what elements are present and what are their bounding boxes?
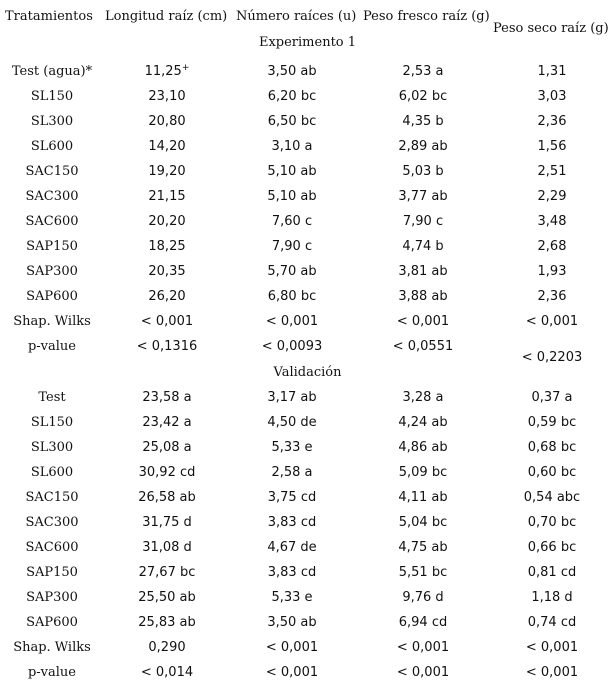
peso-fresco-cell-text: 5,09 bc <box>398 465 448 480</box>
treatment-cell-text: Test (agua)* <box>11 64 93 79</box>
numero-cell <box>230 159 354 184</box>
peso-seco-cell-text: 2,29 <box>537 189 567 204</box>
peso-fresco-cell <box>358 209 488 234</box>
longitud-cell <box>108 410 226 435</box>
peso-seco-cell-text: 1,18 d <box>531 590 573 605</box>
peso-fresco-cell-text: 4,74 b <box>402 239 444 254</box>
peso-seco-cell-text: 0,70 bc <box>527 515 577 530</box>
longitud-cell-text: 23,10 <box>148 89 186 104</box>
peso-seco-cell-text: 0,59 bc <box>527 415 577 430</box>
treatment-cell-text: SAP600 <box>26 289 78 304</box>
peso-seco-cell-text: 2,36 <box>537 114 567 129</box>
treatment-cell-text: SAP150 <box>26 239 78 254</box>
peso-seco-cell <box>492 159 612 184</box>
peso-seco-cell <box>492 59 612 84</box>
peso-seco-cell <box>492 460 612 485</box>
numero-cell-text: 4,67 de <box>267 540 317 555</box>
numero-cell-text: 2,58 a <box>271 465 313 480</box>
longitud-cell <box>108 84 226 109</box>
longitud-cell-text: 27,67 bc <box>138 565 196 580</box>
longitud-cell <box>108 660 226 685</box>
peso-fresco-cell <box>358 259 488 284</box>
numero-cell <box>230 84 354 109</box>
numero-cell <box>230 560 354 585</box>
table-row <box>0 560 615 585</box>
treatment-cell-text: p-value <box>27 339 77 354</box>
numero-cell-text: 3,17 ab <box>267 390 317 405</box>
table-row <box>0 385 615 410</box>
numero-cell <box>230 59 354 84</box>
peso-fresco-cell-text: 3,77 ab <box>398 189 448 204</box>
numero-cell-text: 5,33 e <box>271 590 313 605</box>
numero-cell-text: 3,50 ab <box>267 615 317 630</box>
treatment-cell <box>0 309 104 334</box>
longitud-cell <box>108 209 226 234</box>
table-row <box>0 59 615 84</box>
peso-seco-cell <box>492 184 612 209</box>
peso-fresco-cell <box>358 385 488 410</box>
treatment-cell <box>0 610 104 635</box>
numero-cell-text: < 0,001 <box>265 640 319 655</box>
peso-seco-cell-text: 0,37 a <box>531 390 573 405</box>
numero-cell <box>230 635 354 660</box>
peso-fresco-cell-text: 2,53 a <box>402 64 444 79</box>
treatment-cell <box>0 134 104 159</box>
peso-fresco-cell <box>358 284 488 309</box>
table-row <box>0 284 615 309</box>
treatment-cell-text: SAC150 <box>25 164 79 179</box>
peso-seco-cell-text: 3,03 <box>537 89 567 104</box>
peso-fresco-cell <box>358 585 488 610</box>
longitud-cell <box>108 485 226 510</box>
peso-seco-cell <box>492 635 612 660</box>
peso-seco-cell <box>492 259 612 284</box>
table-row <box>0 460 615 485</box>
peso-seco-cell-text: 0,60 bc <box>527 465 577 480</box>
treatment-cell <box>0 585 104 610</box>
treatment-cell <box>0 59 104 84</box>
table-row <box>0 84 615 109</box>
longitud-cell <box>108 309 226 334</box>
longitud-cell-text: 19,20 <box>148 164 186 179</box>
peso-fresco-cell-text: 6,02 bc <box>398 89 448 104</box>
longitud-cell <box>108 59 226 84</box>
longitud-cell <box>108 234 226 259</box>
peso-seco-cell <box>492 435 612 460</box>
peso-fresco-cell-text: 6,94 cd <box>398 615 448 630</box>
treatment-cell-text: SL150 <box>30 415 74 430</box>
treatment-cell-text: SAP600 <box>26 615 78 630</box>
treatment-cell-text: SL600 <box>30 465 74 480</box>
peso-seco-cell <box>492 585 612 610</box>
peso-seco-cell-text: 2,36 <box>537 289 567 304</box>
longitud-cell <box>108 159 226 184</box>
superscript-mark: + <box>181 63 190 73</box>
peso-seco-cell <box>492 209 612 234</box>
treatment-cell <box>0 209 104 234</box>
numero-cell-text: 7,60 c <box>271 214 313 229</box>
numero-cell <box>230 184 354 209</box>
peso-seco-cell-text: 0,66 bc <box>527 540 577 555</box>
peso-fresco-cell <box>358 560 488 585</box>
treatment-cell <box>0 84 104 109</box>
peso-seco-cell-text: 1,31 <box>537 64 567 79</box>
longitud-cell <box>108 560 226 585</box>
peso-fresco-cell <box>358 510 488 535</box>
longitud-cell <box>108 334 226 359</box>
header-peso-seco: Peso seco raíz (g) <box>493 21 609 36</box>
treatment-cell <box>0 410 104 435</box>
peso-fresco-cell-text: 7,90 c <box>402 214 444 229</box>
longitud-cell-text: 26,58 ab <box>138 490 196 505</box>
peso-seco-cell <box>492 234 612 259</box>
peso-fresco-cell-text: 4,86 ab <box>398 440 448 455</box>
peso-fresco-cell-text: 2,89 ab <box>398 139 448 154</box>
numero-cell-text: 3,50 ab <box>267 64 317 79</box>
treatment-cell <box>0 385 104 410</box>
numero-cell <box>230 410 354 435</box>
peso-fresco-cell <box>358 410 488 435</box>
numero-cell <box>230 109 354 134</box>
longitud-cell <box>108 535 226 560</box>
treatment-cell <box>0 635 104 660</box>
longitud-cell <box>108 184 226 209</box>
table-row <box>0 109 615 134</box>
longitud-cell-text: 25,83 ab <box>138 615 196 630</box>
longitud-cell <box>108 284 226 309</box>
numero-cell <box>230 259 354 284</box>
table-row <box>0 435 615 460</box>
longitud-cell <box>108 385 226 410</box>
peso-seco-cell <box>492 535 612 560</box>
longitud-cell-text: 26,20 <box>148 289 186 304</box>
header-tratamientos: Tratamientos <box>5 9 93 24</box>
numero-cell <box>230 209 354 234</box>
numero-cell-text: 7,90 c <box>271 239 313 254</box>
peso-seco-cell-text: 2,68 <box>537 239 567 254</box>
longitud-cell <box>108 635 226 660</box>
peso-seco-cell <box>492 134 612 159</box>
peso-seco-cell <box>492 560 612 585</box>
peso-fresco-cell-text: 5,04 bc <box>398 515 448 530</box>
section-title-experimento: Experimento 1 <box>258 35 357 50</box>
table-row <box>0 209 615 234</box>
peso-fresco-cell-text: < 0,001 <box>396 314 450 329</box>
peso-seco-cell-text: < 0,2203 <box>521 350 583 365</box>
longitud-cell-text: 0,290 <box>148 640 186 655</box>
treatment-cell-text: Shap. Wilks <box>13 640 91 655</box>
peso-fresco-cell <box>358 184 488 209</box>
numero-cell-text: < 0,0093 <box>261 339 323 354</box>
peso-fresco-cell-text: < 0,001 <box>396 640 450 655</box>
peso-fresco-cell <box>358 460 488 485</box>
treatment-cell-text: SL150 <box>30 89 74 104</box>
table-row <box>0 510 615 535</box>
peso-fresco-cell <box>358 134 488 159</box>
treatment-cell-text: Test <box>38 390 66 405</box>
longitud-cell-text: 25,08 a <box>142 440 192 455</box>
table-row <box>0 660 615 685</box>
numero-cell-text: 3,83 cd <box>267 515 317 530</box>
longitud-cell <box>108 585 226 610</box>
numero-cell-text: 6,50 bc <box>267 114 317 129</box>
numero-cell-text: 5,10 ab <box>267 189 317 204</box>
table-row <box>0 635 615 660</box>
header-longitud-raiz: Longitud raíz (cm) <box>105 9 228 24</box>
numero-cell-text: 4,50 de <box>267 415 317 430</box>
treatment-cell-text: SAP150 <box>26 565 78 580</box>
peso-seco-cell <box>492 309 612 334</box>
peso-fresco-cell <box>358 234 488 259</box>
longitud-cell <box>108 134 226 159</box>
numero-cell <box>230 134 354 159</box>
table-row <box>0 134 615 159</box>
peso-seco-cell <box>492 109 612 134</box>
numero-cell-text: < 0,001 <box>265 314 319 329</box>
treatment-cell <box>0 334 104 359</box>
peso-seco-cell-text: 0,54 abc <box>523 490 581 505</box>
table-row <box>0 485 615 510</box>
peso-seco-cell <box>492 610 612 635</box>
numero-cell <box>230 460 354 485</box>
longitud-cell-text: < 0,1316 <box>136 339 198 354</box>
peso-seco-cell-text: < 0,001 <box>525 665 579 680</box>
treatment-cell-text: SAC150 <box>25 490 79 505</box>
treatment-cell <box>0 485 104 510</box>
longitud-cell-text: 20,20 <box>148 214 186 229</box>
peso-seco-cell <box>492 485 612 510</box>
longitud-cell-text: 25,50 ab <box>138 590 196 605</box>
treatment-cell <box>0 159 104 184</box>
longitud-cell-text: 23,58 a <box>142 390 192 405</box>
peso-fresco-cell <box>358 159 488 184</box>
table-row <box>0 334 615 365</box>
numero-cell <box>230 435 354 460</box>
peso-seco-cell-text: < 0,001 <box>525 314 579 329</box>
peso-seco-cell <box>492 385 612 410</box>
numero-cell <box>230 535 354 560</box>
longitud-cell-text: 23,42 a <box>142 415 192 430</box>
peso-seco-cell-text: 1,56 <box>537 139 567 154</box>
longitud-cell-text: 31,08 d <box>142 540 192 555</box>
longitud-cell <box>108 610 226 635</box>
peso-fresco-cell <box>358 109 488 134</box>
numero-cell-text: 6,20 bc <box>267 89 317 104</box>
peso-seco-cell <box>492 334 612 365</box>
peso-fresco-cell-text: 3,28 a <box>402 390 444 405</box>
numero-cell-text: 3,10 a <box>271 139 313 154</box>
treatment-cell-text: SAC600 <box>25 214 79 229</box>
peso-fresco-cell-text: 3,81 ab <box>398 264 448 279</box>
peso-seco-cell-text: 2,51 <box>537 164 567 179</box>
numero-cell-text: 6,80 bc <box>267 289 317 304</box>
treatment-cell <box>0 560 104 585</box>
table-row <box>0 309 615 334</box>
numero-cell-text: < 0,001 <box>265 665 319 680</box>
numero-cell <box>230 510 354 535</box>
peso-fresco-cell-text: 3,88 ab <box>398 289 448 304</box>
numero-cell <box>230 585 354 610</box>
peso-seco-cell-text: 3,48 <box>537 214 567 229</box>
longitud-cell-text: 14,20 <box>148 139 186 154</box>
peso-seco-cell-text: 0,68 bc <box>527 440 577 455</box>
longitud-cell-text: 20,80 <box>148 114 186 129</box>
treatment-cell-text: SL600 <box>30 139 74 154</box>
table-row <box>0 234 615 259</box>
numero-cell <box>230 610 354 635</box>
treatment-cell <box>0 435 104 460</box>
peso-fresco-cell-text: 4,35 b <box>402 114 444 129</box>
peso-fresco-cell-text: < 0,0551 <box>392 339 454 354</box>
numero-cell-text: 5,33 e <box>271 440 313 455</box>
treatment-cell <box>0 284 104 309</box>
peso-fresco-cell <box>358 84 488 109</box>
treatment-cell <box>0 510 104 535</box>
peso-fresco-cell <box>358 435 488 460</box>
numero-cell <box>230 660 354 685</box>
treatment-cell-text: SL300 <box>30 440 74 455</box>
peso-seco-cell <box>492 84 612 109</box>
longitud-cell-text: < 0,014 <box>140 665 194 680</box>
treatment-cell-text: SAC600 <box>25 540 79 555</box>
longitud-cell <box>108 435 226 460</box>
numero-cell <box>230 284 354 309</box>
table-row <box>0 259 615 284</box>
treatment-cell-text: SAP300 <box>26 590 78 605</box>
longitud-cell-text: 18,25 <box>148 239 186 254</box>
peso-seco-cell-text: < 0,001 <box>525 640 579 655</box>
peso-fresco-cell <box>358 635 488 660</box>
peso-seco-cell <box>492 510 612 535</box>
numero-cell <box>230 334 354 359</box>
numero-cell <box>230 485 354 510</box>
peso-seco-cell <box>492 284 612 309</box>
longitud-cell <box>108 460 226 485</box>
peso-fresco-cell-text: < 0,001 <box>396 665 450 680</box>
numero-cell-text: 3,83 cd <box>267 565 317 580</box>
longitud-cell <box>108 259 226 284</box>
treatment-cell-text: SAC300 <box>25 515 79 530</box>
table-row <box>0 610 615 635</box>
numero-cell-text: 5,70 ab <box>267 264 317 279</box>
longitud-cell <box>108 510 226 535</box>
numero-cell-text: 3,75 cd <box>267 490 317 505</box>
peso-fresco-cell <box>358 535 488 560</box>
treatment-cell <box>0 535 104 560</box>
treatment-cell-text: SAC300 <box>25 189 79 204</box>
peso-seco-cell <box>492 410 612 435</box>
treatment-cell <box>0 660 104 685</box>
table-row <box>0 410 615 435</box>
peso-fresco-cell-text: 9,76 d <box>402 590 444 605</box>
longitud-cell-text: 30,92 cd <box>138 465 196 480</box>
treatment-cell <box>0 109 104 134</box>
longitud-cell-text: 20,35 <box>148 264 186 279</box>
longitud-cell-text: 21,15 <box>148 189 186 204</box>
treatment-cell-text: p-value <box>27 665 77 680</box>
numero-cell-text: 5,10 ab <box>267 164 317 179</box>
longitud-cell <box>108 109 226 134</box>
table-row <box>0 159 615 184</box>
longitud-cell-text: 31,75 d <box>142 515 192 530</box>
table-row <box>0 535 615 560</box>
peso-fresco-cell <box>358 660 488 685</box>
peso-fresco-cell-text: 4,75 ab <box>398 540 448 555</box>
treatment-cell <box>0 234 104 259</box>
peso-fresco-cell <box>358 610 488 635</box>
treatment-cell <box>0 460 104 485</box>
treatment-cell-text: Shap. Wilks <box>13 314 91 329</box>
table-row <box>0 184 615 209</box>
longitud-cell-text: 11,25 <box>144 64 182 79</box>
treatment-cell <box>0 184 104 209</box>
table-row <box>0 585 615 610</box>
peso-seco-cell-text: 0,81 cd <box>527 565 577 580</box>
peso-seco-cell-text: 1,93 <box>537 264 567 279</box>
peso-fresco-cell-text: 4,11 ab <box>398 490 448 505</box>
treatment-cell-text: SAP300 <box>26 264 78 279</box>
peso-fresco-cell <box>358 59 488 84</box>
peso-fresco-cell <box>358 309 488 334</box>
numero-cell <box>230 309 354 334</box>
treatment-cell-text: SL300 <box>30 114 74 129</box>
peso-seco-cell <box>492 660 612 685</box>
numero-cell <box>230 385 354 410</box>
treatment-cell <box>0 259 104 284</box>
peso-fresco-cell <box>358 334 488 359</box>
section-title-validacion: Validación <box>273 365 342 380</box>
peso-fresco-cell-text: 5,51 bc <box>398 565 448 580</box>
peso-fresco-cell-text: 4,24 ab <box>398 415 448 430</box>
header-numero-raices: Número raíces (u) <box>236 9 357 24</box>
header-peso-fresco: Peso fresco raíz (g) <box>363 9 490 24</box>
peso-fresco-cell <box>358 485 488 510</box>
longitud-cell-text: < 0,001 <box>140 314 194 329</box>
numero-cell <box>230 234 354 259</box>
peso-seco-cell-text: 0,74 cd <box>527 615 577 630</box>
peso-fresco-cell-text: 5,03 b <box>402 164 444 179</box>
